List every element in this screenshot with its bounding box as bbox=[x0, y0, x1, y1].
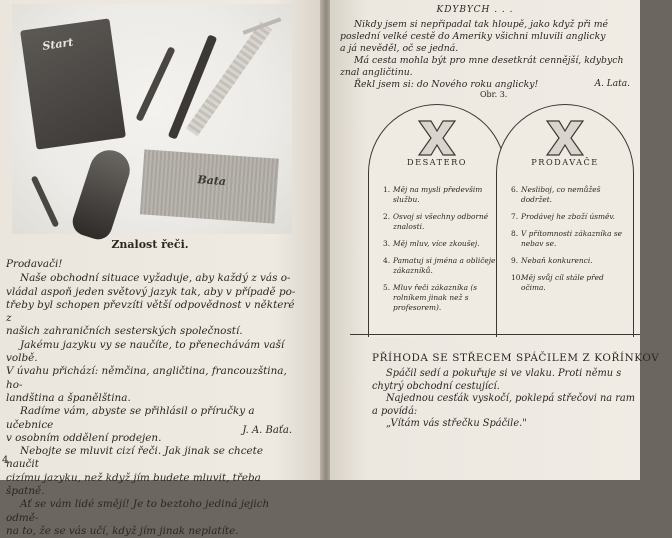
story-text bbox=[372, 368, 638, 431]
story-line: Najednou cesťák vyskočí, poklepá střečovi na ram bbox=[386, 393, 636, 404]
commandment-text: Mluv řeči zákazníka (s rolníkem jinak než s profesorem). bbox=[393, 283, 478, 312]
body-line: vládal aspoň jeden světový jazyk tak, aby v případě po- bbox=[6, 285, 296, 298]
commandment-number: 8. bbox=[511, 229, 519, 238]
left-body-text bbox=[6, 258, 296, 538]
commandments-tablet-right bbox=[496, 104, 634, 337]
body-line: V úvahu přichází: němčina, angličtina, francouzština, ho- bbox=[6, 365, 287, 391]
commandment-item bbox=[383, 185, 499, 205]
body-line: Radíme vám, abyste se přihlásil o příručky a učebnice bbox=[6, 405, 255, 431]
commandment-number: 9. bbox=[511, 256, 519, 265]
pencil-image bbox=[135, 46, 175, 121]
story-line: chytrý obchodní cestující. bbox=[372, 380, 500, 392]
body-line: na to, že se vás učí, když jím jinak neplatíte. bbox=[6, 524, 239, 537]
body-heading: Prodavači! bbox=[6, 258, 63, 270]
notebook-image bbox=[20, 18, 126, 149]
commandment-number: 4. bbox=[383, 256, 391, 265]
x-emblem-icon bbox=[543, 119, 587, 157]
body-line: třeby byl schopen převzíti větší odpovědnost v některé z bbox=[6, 298, 295, 325]
story-line: Spáčil sedí a pokuřuje si ve vlaku. Proti němu s bbox=[386, 368, 622, 379]
commandment-text: Nesliboj, co nemůžeš dodržet. bbox=[521, 185, 601, 204]
commandment-number: 3. bbox=[383, 239, 391, 248]
story-title: PŘÍHODA SE STŘECEM SPÁČILEM Z KOŘÍNKOV bbox=[372, 352, 660, 364]
body-line: Ať se vám lidé smějí! Je to beztoho jediná jejich odmě- bbox=[6, 498, 270, 524]
body-line: Naše obchodní situace vyžaduje, aby každý z vás o- bbox=[20, 272, 291, 285]
commandment-text: Osvoj si všechny odborné znalosti. bbox=[393, 212, 489, 231]
commandment-item bbox=[383, 256, 499, 276]
tablet-heading: DESATERO bbox=[407, 157, 467, 167]
figure-label: Obr. 3. bbox=[480, 90, 508, 99]
signature: J. A. Baťa. bbox=[242, 425, 292, 436]
commandment-item bbox=[383, 239, 499, 249]
photo-caption: Znalost řeči. bbox=[111, 238, 189, 251]
commandment-number: 7. bbox=[511, 212, 519, 221]
commandment-number: 1. bbox=[383, 185, 391, 194]
commandment-number: 5. bbox=[383, 283, 391, 292]
commandment-number: 6. bbox=[511, 185, 519, 194]
commandment-item bbox=[511, 229, 627, 249]
body-line: landština a španělština. bbox=[6, 391, 131, 404]
commandments-tablet-left bbox=[368, 104, 506, 337]
commandment-list bbox=[511, 185, 627, 300]
commandment-text: Pamatuj si jména a obličeje zákazníků. bbox=[393, 256, 496, 275]
commandment-item bbox=[511, 256, 627, 266]
poem-line: Nikdy jsem si nepřipadal tak hloupě, jako když při mé bbox=[354, 19, 609, 30]
poem-line: znal angličtinu. bbox=[340, 67, 413, 78]
commandment-text: Nebaň konkurenci. bbox=[521, 256, 593, 265]
commandment-text: Měj svůj cíl stále před očima. bbox=[521, 273, 604, 292]
commandment-item bbox=[511, 273, 627, 293]
poem-line: Řekl jsem si: do Nového roku anglicky! bbox=[354, 79, 539, 90]
commandment-item bbox=[511, 185, 627, 205]
body-line: Nebojte se mluvit cizí řeči. Jak jinak se chcete naučit bbox=[6, 445, 264, 471]
commandment-item bbox=[383, 212, 499, 232]
cloth-image bbox=[140, 149, 279, 223]
commandment-text: Prodávej he zboží úsměv. bbox=[521, 212, 616, 221]
commandment-item bbox=[383, 283, 499, 313]
tablet-base-line bbox=[350, 334, 640, 335]
cloth-label: Bata bbox=[196, 173, 227, 189]
commandment-item bbox=[511, 212, 627, 222]
body-line: Jakému jazyku vy se naučíte, to přenechávám vaší volbě. bbox=[6, 338, 285, 365]
commandment-list bbox=[383, 185, 499, 320]
poem-line: Má cesta mohla být pro mne desetkrát cennější, kdybych bbox=[354, 55, 624, 66]
product-photo bbox=[12, 4, 292, 234]
left-page bbox=[0, 0, 322, 537]
body-line: cizímu jazyku, než když jím budete mluvit, třeba špatně. bbox=[6, 471, 261, 498]
page-number: 4 bbox=[2, 455, 9, 466]
body-line: v osobním oddělení prodejen. bbox=[6, 431, 162, 444]
commandment-text: Měj mluv, více zkoušej. bbox=[393, 239, 480, 248]
poem bbox=[340, 19, 638, 91]
story-line: a povídá: bbox=[372, 405, 418, 417]
commandment-text: V přítomnosti zákazníka se nebav se. bbox=[521, 229, 623, 248]
commandment-number: 10. bbox=[511, 273, 523, 282]
poem-line: a já nevěděl, oč se jedná. bbox=[340, 43, 459, 54]
tablet-heading: PRODAVAČE bbox=[531, 157, 599, 167]
poem-title: KDYBYCH . . . bbox=[436, 5, 514, 15]
commandment-text: Měj na mysli předevšim službu. bbox=[393, 185, 483, 204]
button-hook-image bbox=[31, 175, 60, 227]
notebook-label: Start bbox=[41, 35, 75, 53]
story-line: „Vítám vás střečku Spáčile." bbox=[386, 418, 527, 429]
poem-author: A. Lata. bbox=[594, 79, 630, 89]
x-emblem-icon bbox=[415, 119, 459, 157]
right-page bbox=[330, 0, 660, 480]
poem-line: poslední velké cestě do Ameriky všichni mluvili anglicky bbox=[340, 31, 606, 42]
shoehorn-image bbox=[69, 145, 135, 243]
commandment-number: 2. bbox=[383, 212, 391, 221]
body-line: našich zahraničních sesterských společností. bbox=[6, 325, 243, 338]
